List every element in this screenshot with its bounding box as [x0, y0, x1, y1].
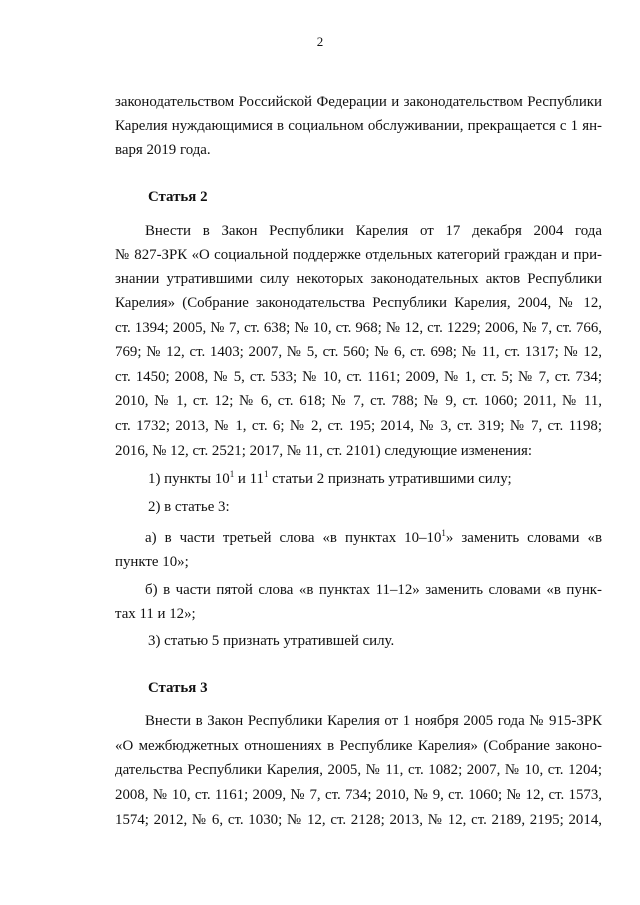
page-number: 2 — [316, 34, 324, 49]
article-3-line: «О межбюджетных отношениях в Республике Карелия» (Собрание законо- — [115, 738, 602, 754]
article-2-line: Внести в Закон Республики Карелия от 17 декабря 2004 года — [145, 223, 602, 239]
article-2-item-3: 3) статью 5 признать утратившей силу. — [148, 633, 395, 649]
article-2-item-2b: б) в части пятой слова «в пунктах 11–12» заменить словами «в пунк- — [145, 582, 602, 598]
article-3-line: Внести в Закон Республики Карелия от 1 ноября 2005 года № 915-ЗРК — [145, 713, 602, 729]
article-2-line: № 827-ЗРК «О социальной поддержке отдельных категорий граждан и при- — [115, 247, 602, 263]
article-2-heading: Статья 2 — [148, 189, 208, 205]
article-3-line: дательства Республики Карелия, 2005, № 11, ст. 1082; 2007, № 10, ст. 1204; — [115, 762, 602, 778]
article-3-line: 2008, № 10, ст. 1161; 2009, № 7, ст. 734; 2010, № 9, ст. 1060; № 12, ст. 1573, — [115, 787, 602, 803]
article-2-item-2b-cont: тах 11 и 12»; — [115, 606, 196, 622]
intro-line: варя 2019 года. — [115, 142, 211, 158]
article-2-item-2a: а) в части третьей слова «в пунктах $10-10^1$» заменить словами «в — [145, 528, 602, 546]
article-2-line: знании утратившими силу некоторых законодательных актов Республики — [115, 271, 602, 287]
article-2-line: 2016, № 12, ст. 2521; 2017, № 11, ст. 2101) следующие изменения: — [115, 443, 532, 459]
article-2-line: 2010, № 1, ст. 12; № 6, ст. 618; № 7, ст. 788; № 9, ст. 1060; 2011, № 11, — [115, 393, 602, 409]
article-2-item-2: 2) в статье 3: — [148, 499, 230, 515]
article-3-heading: Статья 3 — [148, 680, 208, 696]
article-2-line: ст. 1450; 2008, № 5, ст. 533; № 10, ст. 1161; 2009, № 1, ст. 5; № 7, ст. 734; — [115, 369, 602, 385]
article-3-line: 1574; 2012, № 6, ст. 1030; № 12, ст. 2128; 2013, № 12, ст. 2189, 2195; 2014, — [115, 812, 602, 828]
article-2-line: Карелия» (Собрание законодательства Республики Карелия, 2004, № 12, — [115, 295, 602, 311]
article-2-line: ст. 1732; 2013, № 1, ст. 6; № 2, ст. 195; 2014, № 3, ст. 319; № 7, ст. 1198; — [115, 418, 602, 434]
article-2-line: ст. 1394; 2005, № 7, ст. 638; № 10, ст. 968; № 12, ст. 1229; 2006, № 7, ст. 766, — [115, 320, 602, 336]
article-2-item-2a-cont: пункте 10»; — [115, 554, 189, 570]
article-2-line: 769; № 12, ст. 1403; 2007, № 5, ст. 560; № 6, ст. 698; № 11, ст. 1317; № 12, — [115, 344, 602, 360]
article-2-item-1: 1) пункты $10^1$ и $11^1$ статьи 2 признать утратившими силу; — [148, 469, 512, 487]
intro-line: законодательством Российской Федерации и законодательством Республики — [115, 94, 602, 110]
intro-line: Карелия нуждающимися в социальном обслуживании, прекращается с 1 ян- — [115, 118, 602, 134]
